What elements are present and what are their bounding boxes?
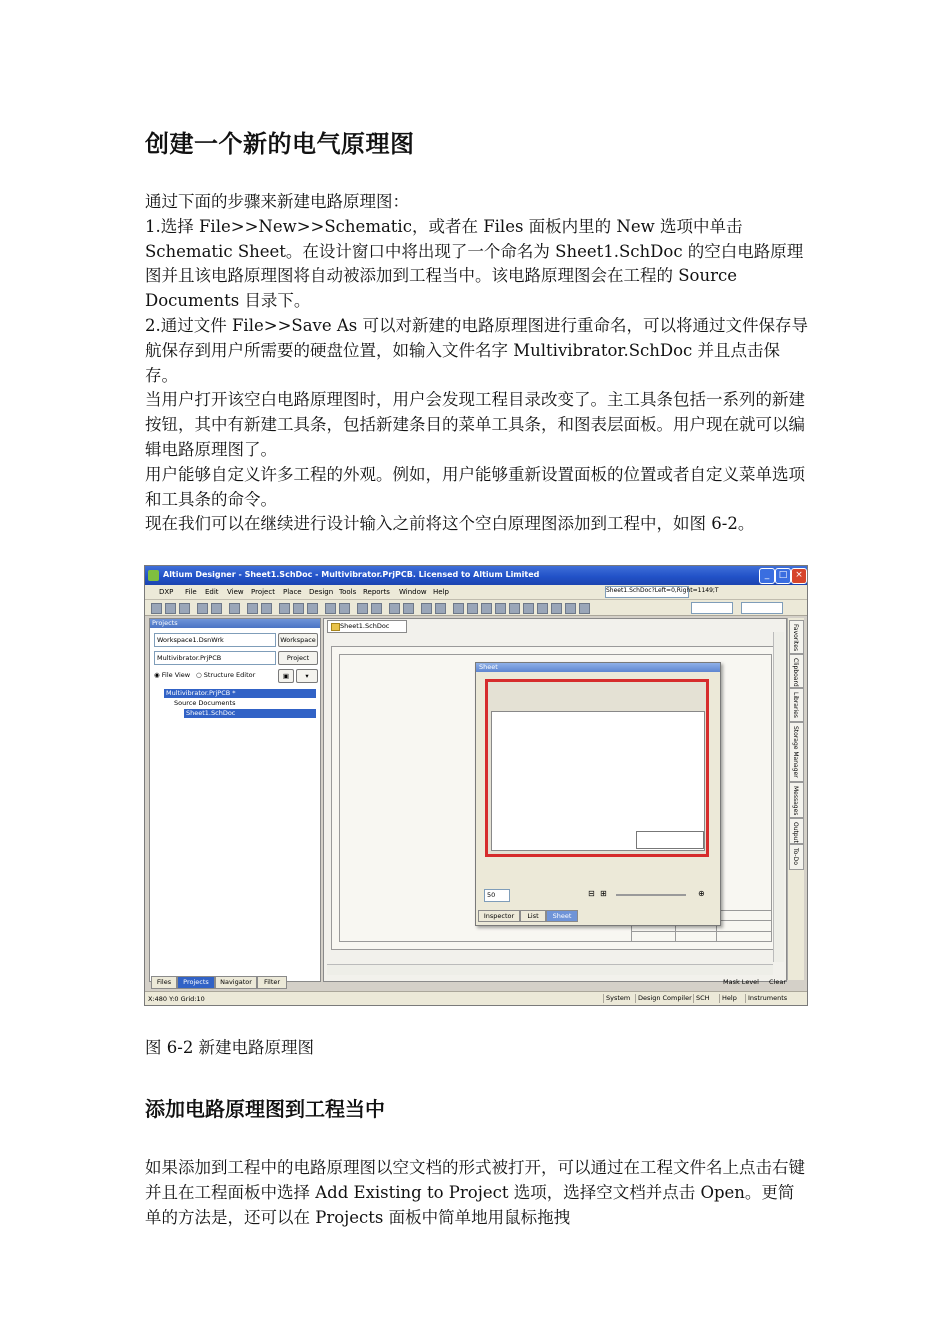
copy-icon[interactable] (293, 603, 304, 614)
zoom-level-field[interactable]: 50 (484, 889, 510, 902)
compile-icon[interactable] (435, 603, 446, 614)
altium-screenshot (144, 565, 808, 1006)
deselect-icon[interactable] (357, 603, 368, 614)
window-title: Altium Designer - Sheet1.SchDoc - Multivibrator.PrjPCB. Licensed to Altium Limited (163, 570, 540, 579)
open-icon[interactable] (165, 603, 176, 614)
panel-option-icon[interactable]: ▣ (278, 669, 294, 683)
status-sch[interactable]: SCH (693, 994, 710, 1003)
project-field[interactable]: Multivibrator.PrjPCB (154, 651, 276, 665)
menu-tools[interactable]: Tools (339, 588, 357, 596)
panel-menu-icon[interactable]: ▾ (296, 669, 318, 683)
maximize-icon[interactable]: □ (775, 568, 791, 584)
zoom-fit-icon[interactable] (229, 603, 240, 614)
section-heading-create: 创建一个新的电气原理图 (145, 130, 415, 158)
new-icon[interactable] (151, 603, 162, 614)
save-icon[interactable] (179, 603, 190, 614)
tab-filter[interactable]: Filter (257, 976, 287, 989)
magnify-icon[interactable]: ⊕ (698, 889, 705, 898)
clear-button[interactable]: Clear (769, 978, 786, 986)
toolbar-combo-2[interactable] (741, 602, 783, 614)
paste-icon[interactable] (307, 603, 318, 614)
workspace-select[interactable]: Workspace1.DsnWrk (154, 633, 276, 647)
cut-icon[interactable] (279, 603, 290, 614)
select-icon[interactable] (325, 603, 336, 614)
wire-icon[interactable] (453, 603, 464, 614)
paragraph-intro: 通过下面的步骤来新建电路原理图： (145, 192, 409, 211)
tab-navigator[interactable]: Navigator (215, 976, 257, 989)
sheet-panel (475, 662, 721, 926)
document-path-field[interactable]: Sheet1.SchDoc?Left=0,Right=1149;T (605, 586, 689, 598)
altium-logo-icon (148, 570, 159, 581)
mask-level-button[interactable]: Mask Level (723, 978, 759, 986)
sheet-entry-icon[interactable] (551, 603, 562, 614)
port-icon[interactable] (565, 603, 576, 614)
status-design-compiler[interactable]: Design Compiler (635, 994, 692, 1003)
paragraph-step2: 2.通过文件 File>>Save As 可以对新建的电路原理图进行重命名，可以将通过文件保存导航保存到用户所需要的硬盘位置，如输入文件名字 Multivibrator.SchDoc 并且点击保存。 (145, 315, 809, 385)
status-help[interactable]: Help (719, 994, 737, 1003)
sheet-panel-header: Sheet (476, 663, 720, 672)
menu-view[interactable]: View (227, 588, 244, 596)
close-icon[interactable]: × (791, 568, 807, 584)
sheet-preview (491, 711, 705, 851)
tab-files[interactable]: Files (151, 976, 177, 989)
mask-level-strip (681, 976, 785, 988)
panel-bottom-tabs (149, 976, 319, 988)
preview-title-block (636, 831, 704, 849)
main-toolbar (145, 600, 807, 616)
tab-todo[interactable]: To-Do (789, 844, 804, 870)
horizontal-scrollbar[interactable] (327, 964, 773, 975)
menu-help[interactable]: Help (433, 588, 449, 596)
toolbar-combo-1[interactable] (691, 602, 733, 614)
menu-bar (145, 585, 807, 600)
vertical-scrollbar[interactable] (773, 632, 784, 962)
projects-panel-header: Projects (150, 619, 320, 628)
tree-project-item[interactable]: Multivibrator.PrjPCB * (164, 689, 316, 698)
file-view-radio[interactable]: ◉ File View (154, 671, 191, 679)
document-tab[interactable]: Sheet1.SchDoc (327, 620, 407, 633)
tree-source-documents[interactable]: Source Documents (174, 699, 236, 707)
tab-favorites[interactable]: Favorites (789, 620, 804, 654)
zoom-out-icon[interactable]: ⊟ (588, 889, 595, 898)
status-system[interactable]: System (603, 994, 630, 1003)
status-bar (145, 991, 807, 1005)
structure-editor-radio[interactable]: ○ Structure Editor (196, 671, 256, 679)
zoom-area-icon[interactable] (247, 603, 258, 614)
power-port-icon[interactable] (495, 603, 506, 614)
zoom-in-icon[interactable]: ⊞ (600, 889, 607, 898)
menu-edit[interactable]: Edit (205, 588, 219, 596)
bus-icon[interactable] (467, 603, 478, 614)
no-erc-icon[interactable] (579, 603, 590, 614)
projects-panel (149, 618, 321, 982)
paragraph-customize: 用户能够自定义许多工程的外观。例如，用户能够重新设置面板的位置或者自定义菜单选项和工具条的命令。 (145, 464, 805, 509)
tab-inspector[interactable]: Inspector (478, 910, 520, 922)
section2-body (145, 1156, 810, 1230)
tab-output[interactable]: Output (789, 818, 804, 844)
move-icon[interactable] (339, 603, 350, 614)
tab-sheet[interactable]: Sheet (546, 910, 578, 922)
cursor-coordinates: X:480 Y:0 Grid:10 (148, 995, 205, 1003)
menu-reports[interactable]: Reports (363, 588, 390, 596)
paragraph-step1: 1.选择 File>>New>>Schematic，或者在 Files 面板内里的 New 选项中单击 Schematic Sheet。在设计窗口中将出现了一个命名为 Sheet1.SchDoc 的空白电路原理图并且该电路原理图将自动被添加到工程当中。该电路原理图会在工程的 Source Documents 目录下。 (145, 216, 804, 311)
body-paragraphs (145, 190, 810, 537)
menu-design[interactable]: Design (309, 588, 334, 596)
tab-messages[interactable]: Messages (789, 782, 804, 818)
cross-probe-icon[interactable] (371, 603, 382, 614)
figure-caption: 图 6-2 新建电路原理图 (145, 1038, 315, 1057)
status-instruments[interactable]: Instruments (745, 994, 787, 1003)
tab-libraries[interactable]: Libraries (789, 688, 804, 722)
print-preview-icon[interactable] (211, 603, 222, 614)
redo-icon[interactable] (403, 603, 414, 614)
paragraph-open: 当用户打开该空白电路原理图时，用户会发现工程目录改变了。主工具条包括一系列的新建按钮，其中有新建工具条，包括新建条目的菜单工具条，和图表层面板。用户现在就可以编辑电路原理图了。 (145, 390, 805, 459)
tab-list[interactable]: List (520, 910, 546, 922)
workspace-button[interactable]: Workspace (278, 633, 318, 647)
zoom-selected-icon[interactable] (261, 603, 272, 614)
hierarchy-icon[interactable] (421, 603, 432, 614)
minimize-icon[interactable]: _ (759, 568, 775, 584)
tab-projects[interactable]: Projects (177, 976, 215, 989)
gnd-port-icon[interactable] (509, 603, 520, 614)
part-icon[interactable] (523, 603, 534, 614)
zoom-slider[interactable] (616, 894, 686, 896)
project-button[interactable]: Project (278, 651, 318, 665)
menu-window[interactable]: Window (399, 588, 427, 596)
sheet-symbol-icon[interactable] (537, 603, 548, 614)
print-icon[interactable] (197, 603, 208, 614)
menu-place[interactable]: Place (283, 588, 302, 596)
menu-project[interactable]: Project (251, 588, 275, 596)
right-dock-panel (787, 618, 804, 980)
net-label-icon[interactable] (481, 603, 492, 614)
tree-sheet1[interactable]: Sheet1.SchDoc (184, 709, 316, 718)
sheet-panel-tabs (476, 910, 720, 922)
tab-clipboard[interactable]: Clipboard (789, 654, 804, 688)
undo-icon[interactable] (389, 603, 400, 614)
menu-dxp[interactable]: DXP (159, 588, 174, 596)
tab-storage-manager[interactable]: Storage Manager (789, 722, 804, 782)
section-heading-add: 添加电路原理图到工程当中 (145, 1097, 385, 1121)
paragraph-add: 现在我们可以在继续进行设计输入之前将这个空白原理图添加到工程中，如图 6-2。 (145, 514, 755, 534)
window-titlebar (145, 566, 807, 585)
menu-file[interactable]: File (185, 588, 197, 596)
paragraph-add-existing: 如果添加到工程中的电路原理图以空文档的形式被打开，可以通过在工程文件名上点击右键并且在工程面板中选择 Add Existing to Project 选项，选择空文档并点击 Open。更简单的方法是，还可以在 Projects 面板中简单地用鼠标拖拽 (145, 1158, 805, 1227)
